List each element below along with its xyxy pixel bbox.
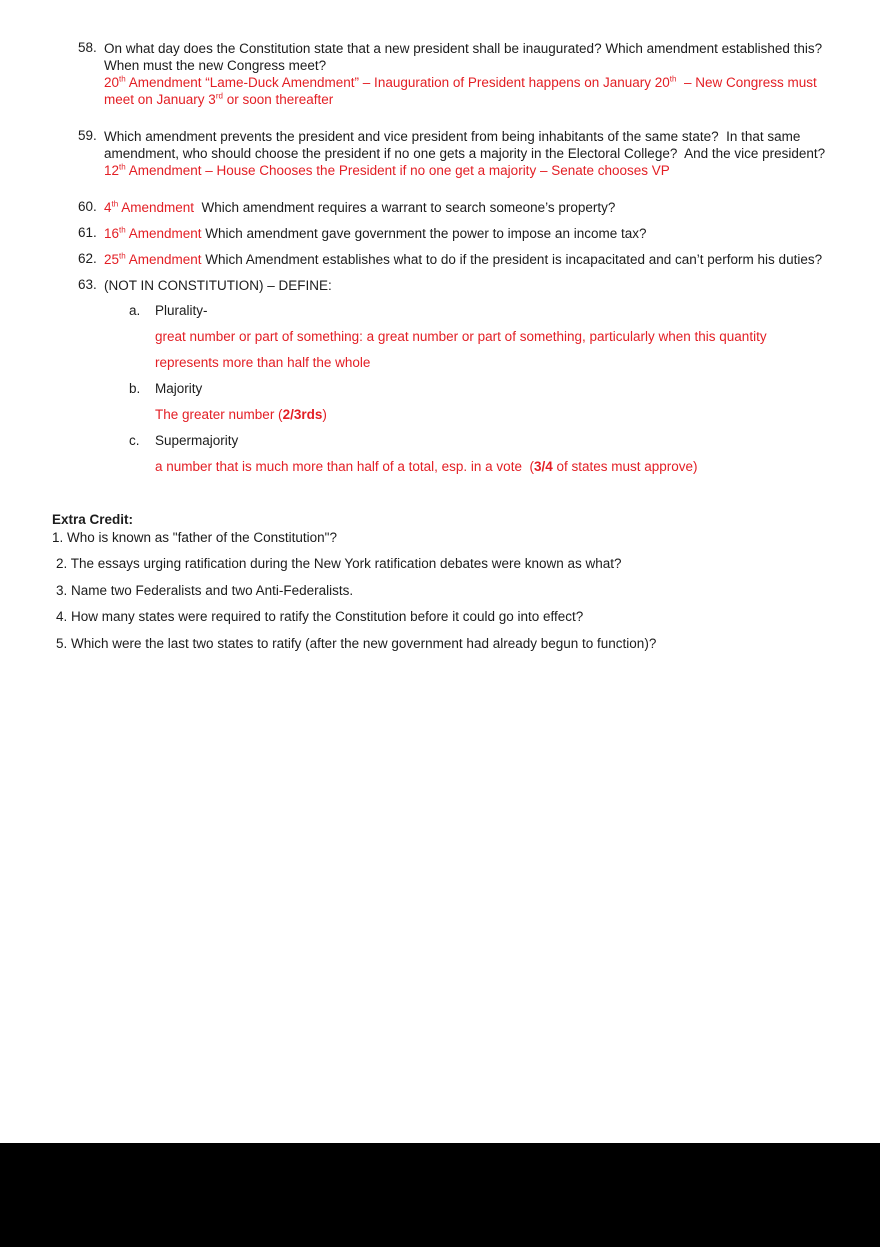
definition-letter: a. (129, 303, 141, 318)
question-text-line: On what day does the Constitution state that a new president shall be inaugurated? Which amendment established this? (104, 41, 823, 56)
answer-text-line: a number that is much more than half of a total, esp. in a vote (3/4 of states must approve) (155, 459, 698, 474)
question-body (104, 251, 860, 268)
definitions-block (104, 298, 860, 480)
extra-credit-item: 4. How many states were required to ratify the Constitution before it could go into effect? (56, 609, 584, 624)
answer-text-line: 20th Amendment “Lame-Duck Amendment” – Inauguration of President happens on January 20th – New Congress must (104, 74, 817, 90)
question-text-line: 4th Amendment Which amendment requires a warrant to search someone’s property? (104, 199, 616, 215)
footer-black-bar (0, 1143, 880, 1247)
definition-body (155, 376, 855, 428)
question-text-line: amendment, who should choose the president if no one gets a majority in the Electoral College? And the vice president? (104, 146, 826, 161)
definition-letter: b. (129, 381, 141, 396)
question-number: 60. (78, 199, 97, 214)
extra-credit-item: 3. Name two Federalists and two Anti-Federalists. (56, 582, 354, 598)
question-text-line: 25th Amendment Which Amendment establishes what to do if the president is incapacitated and can’t perform his duties? (104, 251, 823, 267)
extra-credit-section (52, 511, 860, 652)
question-item-58 (78, 40, 860, 108)
definition-term: Majority (155, 381, 203, 396)
question-number: 63. (78, 277, 97, 292)
question-text-line: When must the new Congress meet? (104, 58, 327, 73)
question-body (104, 225, 860, 242)
question-number: 59. (78, 128, 97, 143)
definition-term: Supermajority (155, 433, 239, 448)
question-text-line: Which amendment prevents the president and vice president from being inhabitants of the same state? In that same (104, 129, 801, 144)
question-text-line: (NOT IN CONSTITUTION) – DEFINE: (104, 278, 332, 293)
answer-text-line: great number or part of something: a great number or part of something, particularly when this quantity (155, 329, 767, 344)
question-item-63 (78, 277, 860, 480)
question-item-62 (78, 251, 860, 268)
extra-credit-item: 1. Who is known as "father of the Constitution"? (52, 529, 337, 545)
question-item-59 (78, 128, 860, 179)
definition-body (155, 298, 855, 376)
question-number: 61. (78, 225, 97, 240)
answer-text-line: represents more than half the whole (155, 355, 371, 370)
definition-term: Plurality- (155, 303, 208, 318)
question-body (104, 40, 860, 108)
definition-body (155, 428, 855, 480)
question-number: 58. (78, 40, 97, 55)
extra-credit-heading: Extra Credit: (52, 512, 134, 527)
answer-text-line: The greater number (2/3rds) (155, 407, 327, 422)
extra-credit-item: 5. Which were the last two states to ratify (after the new government had already begun to function)? (56, 635, 657, 651)
question-body (104, 277, 860, 480)
question-item-61 (78, 225, 860, 242)
definition-letter: c. (129, 433, 140, 448)
definition-item-a (129, 298, 860, 376)
definition-item-b (129, 376, 860, 428)
extra-credit-item: 2. The essays urging ratification during the New York ratification debates were known as what? (56, 556, 622, 571)
question-text-line: 16th Amendment Which amendment gave government the power to impose an income tax? (104, 225, 647, 241)
question-body (104, 128, 860, 179)
question-item-60 (78, 199, 860, 216)
question-body (104, 199, 860, 216)
definition-item-c (129, 428, 860, 480)
answer-text-line: 12th Amendment – House Chooses the President if no one get a majority – Senate chooses VP (104, 162, 670, 178)
answer-text-line: meet on January 3rd or soon thereafter (104, 91, 334, 107)
question-number: 62. (78, 251, 97, 266)
